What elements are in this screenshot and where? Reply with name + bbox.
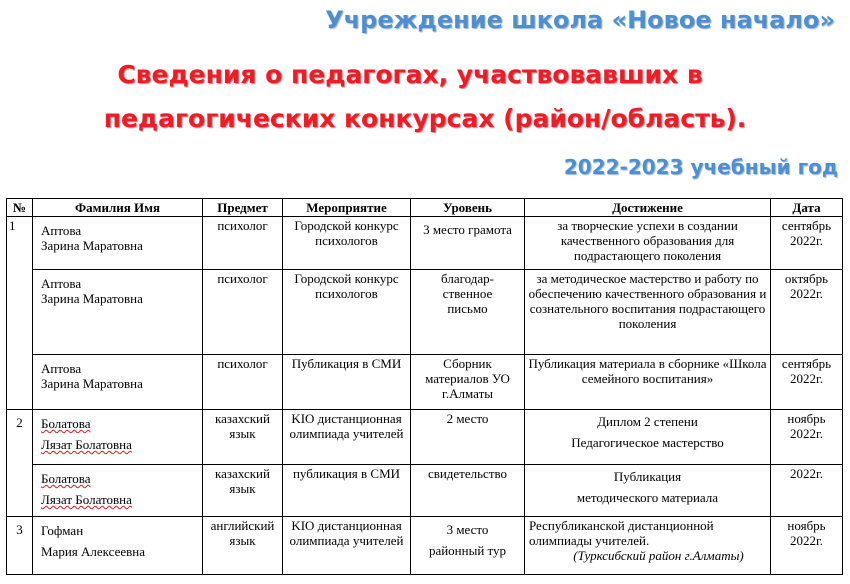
- table-row: [7, 410, 843, 465]
- teacher-name: [33, 355, 203, 410]
- teacher-surname: Гофман: [41, 523, 84, 538]
- level-cell: 2 место: [411, 410, 525, 465]
- row-number: 1: [7, 217, 33, 410]
- table-row: [7, 355, 843, 410]
- teacher-name: [33, 465, 203, 517]
- academic-year: 2022-2023 учебный год: [563, 155, 838, 179]
- teachers-table: [6, 198, 843, 575]
- teacher-first-name: Лязат Болатовна: [41, 492, 132, 507]
- achievement-line-2: (Турксибский район г.Алматы): [573, 548, 744, 563]
- level-line-1: 3 место: [446, 522, 489, 537]
- teacher-surname: Болатова: [41, 471, 91, 486]
- teacher-name: [33, 270, 203, 355]
- subject-cell: казахский язык: [203, 465, 283, 517]
- col-header-level: Уровень: [411, 199, 525, 217]
- subject-cell: казахский язык: [203, 410, 283, 465]
- teacher-surname: Болатова: [41, 416, 91, 431]
- table-row: [7, 465, 843, 517]
- teacher-surname: Аптова: [41, 276, 82, 291]
- col-header-event: Мероприятие: [283, 199, 411, 217]
- achievement-cell: [525, 517, 771, 575]
- level-cell: 3 место грамота: [411, 217, 525, 270]
- date-cell: ноябрь 2022г.: [771, 517, 843, 575]
- col-header-name: Фамилия Имя: [33, 199, 203, 217]
- achievement-line-1: Республиканской дистанционной олимпиады учителей.: [529, 518, 714, 548]
- col-header-subject: Предмет: [203, 199, 283, 217]
- col-header-date: Дата: [771, 199, 843, 217]
- achievement-cell: за творческие успехи в создании качественного образования для подрастающего поколения: [525, 217, 771, 270]
- table-row: [7, 270, 843, 355]
- achievement-cell: [525, 410, 771, 465]
- table-header-row: [7, 199, 843, 217]
- achievement-line-1: Диплом 2 степени: [597, 414, 698, 429]
- date-cell: ноябрь 2022г.: [771, 410, 843, 465]
- event-cell: публикация в СМИ: [283, 465, 411, 517]
- achievement-cell: Публикация материала в сборнике «Школа семейного воспитания»: [525, 355, 771, 410]
- teacher-name: [33, 410, 203, 465]
- achievement-line-1: Публикация: [613, 469, 682, 484]
- date-cell: 2022г.: [771, 465, 843, 517]
- school-title: Учреждение школа «Новое начало»: [325, 6, 835, 34]
- col-header-achievement: Достижение: [525, 199, 771, 217]
- report-title-line-2: педагогических конкурсах (район/область).: [103, 104, 747, 133]
- achievement-line-2: Педагогическое мастерство: [571, 435, 724, 450]
- teacher-first-name: Зарина Маратовна: [41, 376, 143, 391]
- teacher-first-name: Зарина Маратовна: [41, 238, 143, 253]
- subject-cell: психолог: [203, 355, 283, 410]
- col-header-number: №: [7, 199, 33, 217]
- report-title-line-1: Сведения о педагогах, участвовавших в: [117, 60, 703, 89]
- teacher-name: [33, 517, 203, 575]
- teacher-first-name: Зарина Маратовна: [41, 291, 143, 306]
- teacher-first-name: Лязат Болатовна: [41, 437, 132, 452]
- event-cell: KIO дистанционная олимпиада учителей: [283, 410, 411, 465]
- subject-cell: психолог: [203, 217, 283, 270]
- achievement-line-2: методического материала: [576, 490, 719, 505]
- teacher-surname: Аптова: [41, 223, 82, 238]
- event-cell: Городской конкурс психологов: [283, 217, 411, 270]
- level-cell: свидетельство: [411, 465, 525, 517]
- level-line-2: районный тур: [428, 543, 507, 558]
- event-cell: Городской конкурс психологов: [283, 270, 411, 355]
- teacher-surname: Аптова: [41, 361, 82, 376]
- date-cell: сентябрь 2022г.: [771, 355, 843, 410]
- date-cell: сентябрь 2022г.: [771, 217, 843, 270]
- level-cell: [411, 517, 525, 575]
- subject-cell: психолог: [203, 270, 283, 355]
- table-row: [7, 217, 843, 270]
- table-row: [7, 517, 843, 575]
- level-cell: благодар-ственное письмо: [411, 270, 525, 355]
- achievement-cell: за методическое мастерство и работу по обеспечению качественного образования и сознательного воспитания подрастающего поколения: [525, 270, 771, 355]
- event-cell: KIO дистанционная олимпиада учителей: [283, 517, 411, 575]
- subject-cell: английский язык: [203, 517, 283, 575]
- teacher-name: [33, 217, 203, 270]
- date-cell: октябрь 2022г.: [771, 270, 843, 355]
- row-number: 2: [7, 410, 33, 517]
- level-cell: Сборник материалов УО г.Алматы: [411, 355, 525, 410]
- teacher-first-name: Мария Алексеевна: [41, 544, 145, 559]
- row-number: 3: [7, 517, 33, 575]
- event-cell: Публикация в СМИ: [283, 355, 411, 410]
- achievement-cell: [525, 465, 771, 517]
